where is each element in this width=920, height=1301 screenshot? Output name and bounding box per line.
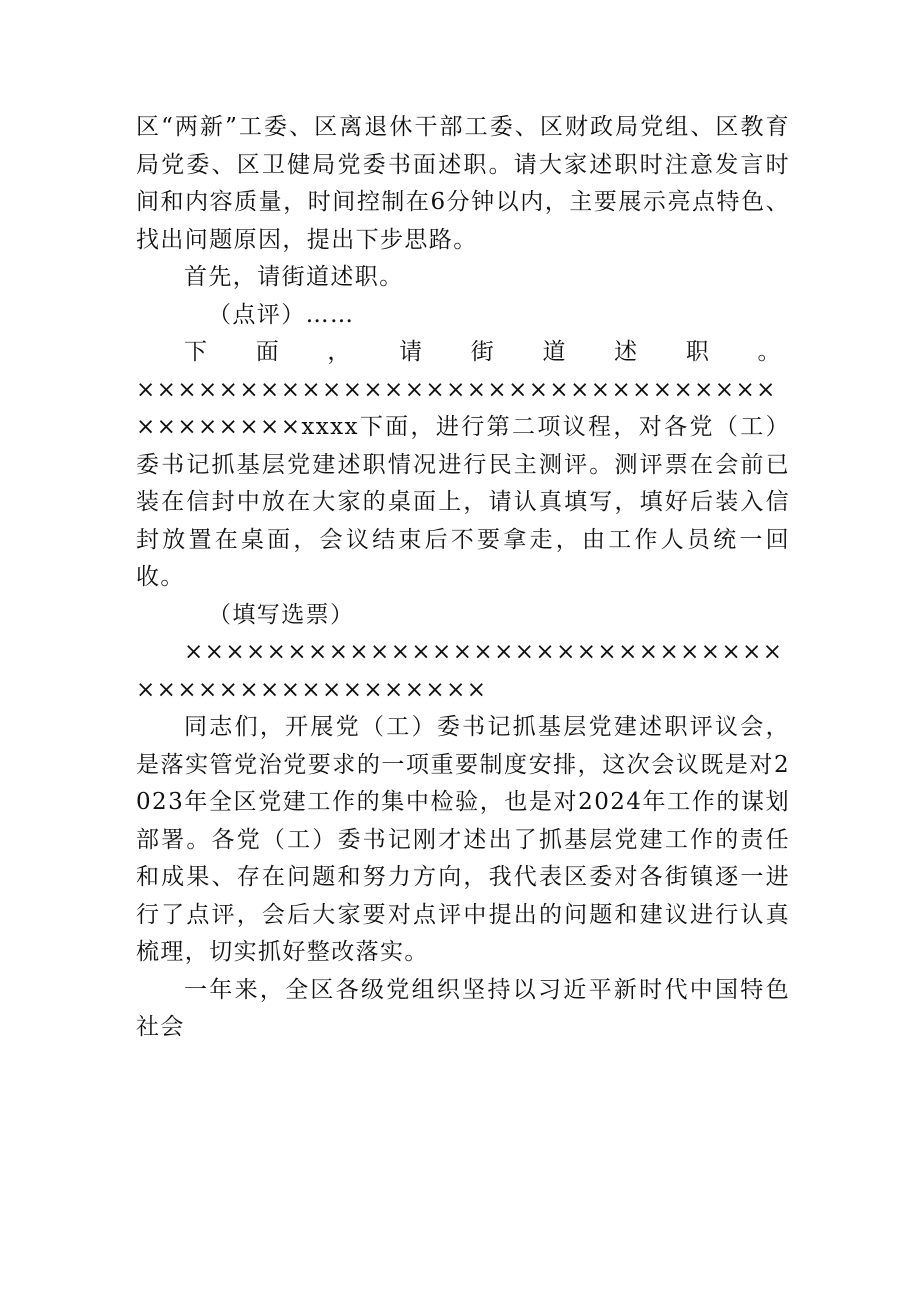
paragraph-8: 同志们，开展党（工）委书记抓基层党建述职评议会，是落实管党治党要求的一项重要制度安排，这次会议既是对2023年全区党建工作的集中检验，也是对2024年工作的谋划部署。各党（工）委书记刚才述出了抓基层党建工作的责任和成果、存在问题和努力方向，我代表区委对各街镇逐一进行了点评，会后大家要对点评中提出的问题和建议进行认真梳理，切实抓好整改落实。 [136,714,790,965]
paragraph-2: 首先，请街道述职。 [184,264,404,290]
paragraph-3: （点评）…… [208,301,355,328]
paragraph-9: 一年来，全区各级党组织坚持以习近平新时代中国特色社会 [136,976,790,1040]
paragraph-4-spread [136,334,790,372]
spread-char: 。 [757,339,782,365]
paragraph-5: ×××××××××××××××××××××××××××××××××××××××xxxx下面，进行第二项议程，对各党（工）委书记抓基层党建述职情况进行民主测评。测评票在会前已装在信封中放在大家的桌面上，请认真填写，填好后装入信封放置在桌面，会议结束后不要拿走，由工作人员统一回收。 [136,376,790,590]
document-body [136,109,790,1047]
spread-char: 下 [184,339,209,365]
spread-char: 街 [470,339,496,365]
spread-char: 面 [255,339,281,365]
spread-char: 道 [542,339,567,365]
spread-char: 职 [685,339,711,365]
spread-char: 述 [614,339,639,365]
paragraph-6: （填写选票） [208,601,355,628]
spread-char: 请 [399,339,424,365]
paragraph-7: ×××××××××××××××××××××××××××××××××××××××××××××× [136,639,784,703]
spread-char: ， [327,339,352,365]
paragraph-1: 区“两新”工委、区离退休干部工委、区财政局党组、区教育局党委、区卫健局党委书面述职。请大家述职时注意发言时间和内容质量，时间控制在6分钟以内，主要展示亮点特色、找出问题原因，提出下步思路。 [136,114,790,253]
